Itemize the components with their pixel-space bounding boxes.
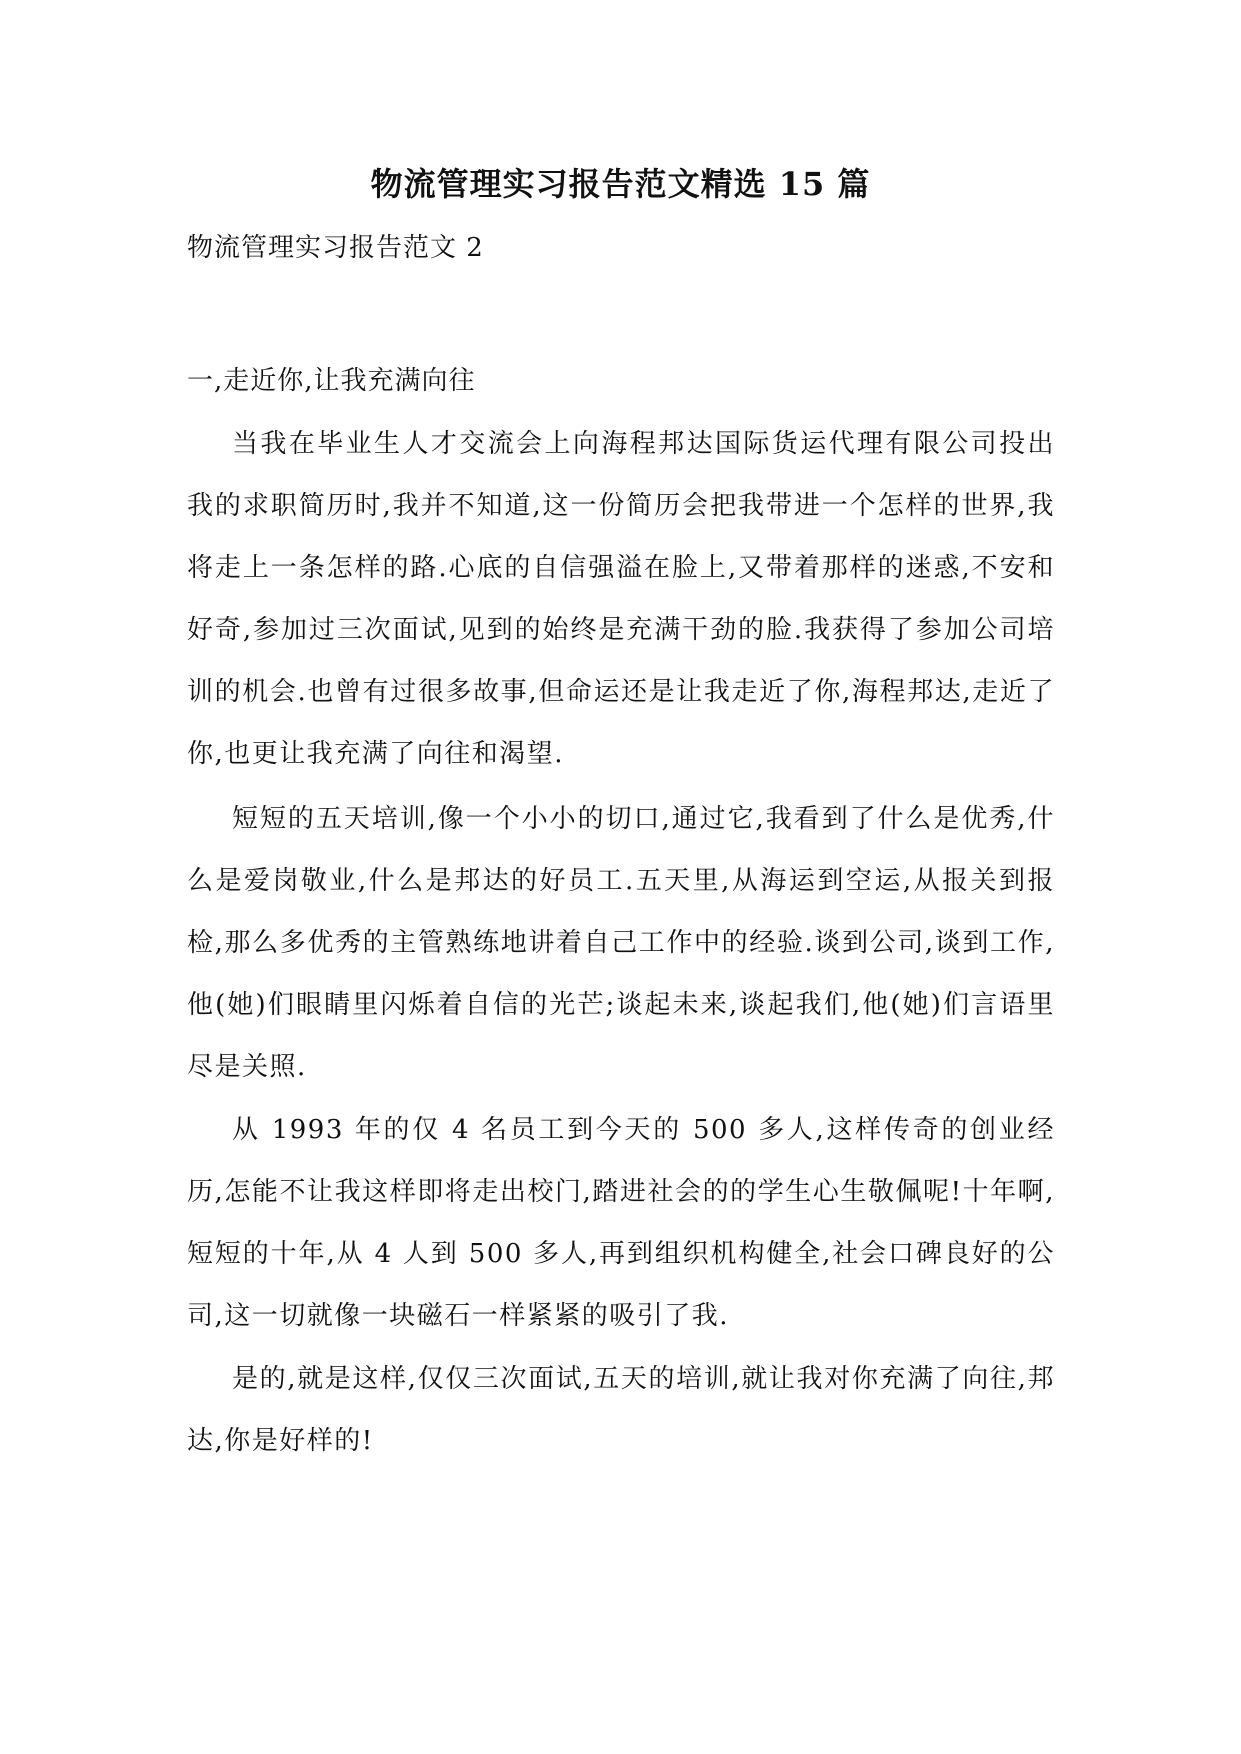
paragraph-3: 从 1993 年的仅 4 名员工到今天的 500 多人,这样传奇的创业经历,怎能不让我这样即将走出校门,踏进社会的的学生心生敬佩呢!十年啊,短短的十年,从 4 人到 500 多人,再到组织机构健全,社会口碑良好的公司,这一切就像一块磁石一样紧紧的吸引了我. [187, 1115, 1055, 1331]
paragraph-1: 当我在毕业生人才交流会上向海程邦达国际货运代理有限公司投出我的求职简历时,我并不知道,这一份简历会把我带进一个怎样的世界,我将走上一条怎样的路.心底的自信强溢在脸上,又带着那样的迷惑,不安和好奇,参加过三次面试,见到的始终是充满干劲的脸.我获得了参加公司培训的机会.也曾有过很多故事,但命运还是让我走近了你,海程邦达,走近了你,也更让我充满了向往和渴望. [187, 429, 1055, 769]
paragraph-4: 是的,就是这样,仅仅三次面试,五天的培训,就让我对你充满了向往,邦达,你是好样的! [187, 1364, 1055, 1456]
section-heading: 一,走近你,让我充满向往 [187, 366, 476, 396]
document-subtitle: 物流管理实习报告范文 2 [187, 233, 484, 263]
document-title: 物流管理实习报告范文精选 15 篇 [370, 165, 871, 203]
paragraph-2: 短短的五天培训,像一个小小的切口,通过它,我看到了什么是优秀,什么是爱岗敬业,什么是邦达的好员工.五天里,从海运到空运,从报关到报检,那么多优秀的主管熟练地讲着自己工作中的经验.谈到公司,谈到工作,他(她)们眼睛里闪烁着自信的光芒;谈起未来,谈起我们,他(她)们言语里尽是关照. [187, 804, 1055, 1082]
